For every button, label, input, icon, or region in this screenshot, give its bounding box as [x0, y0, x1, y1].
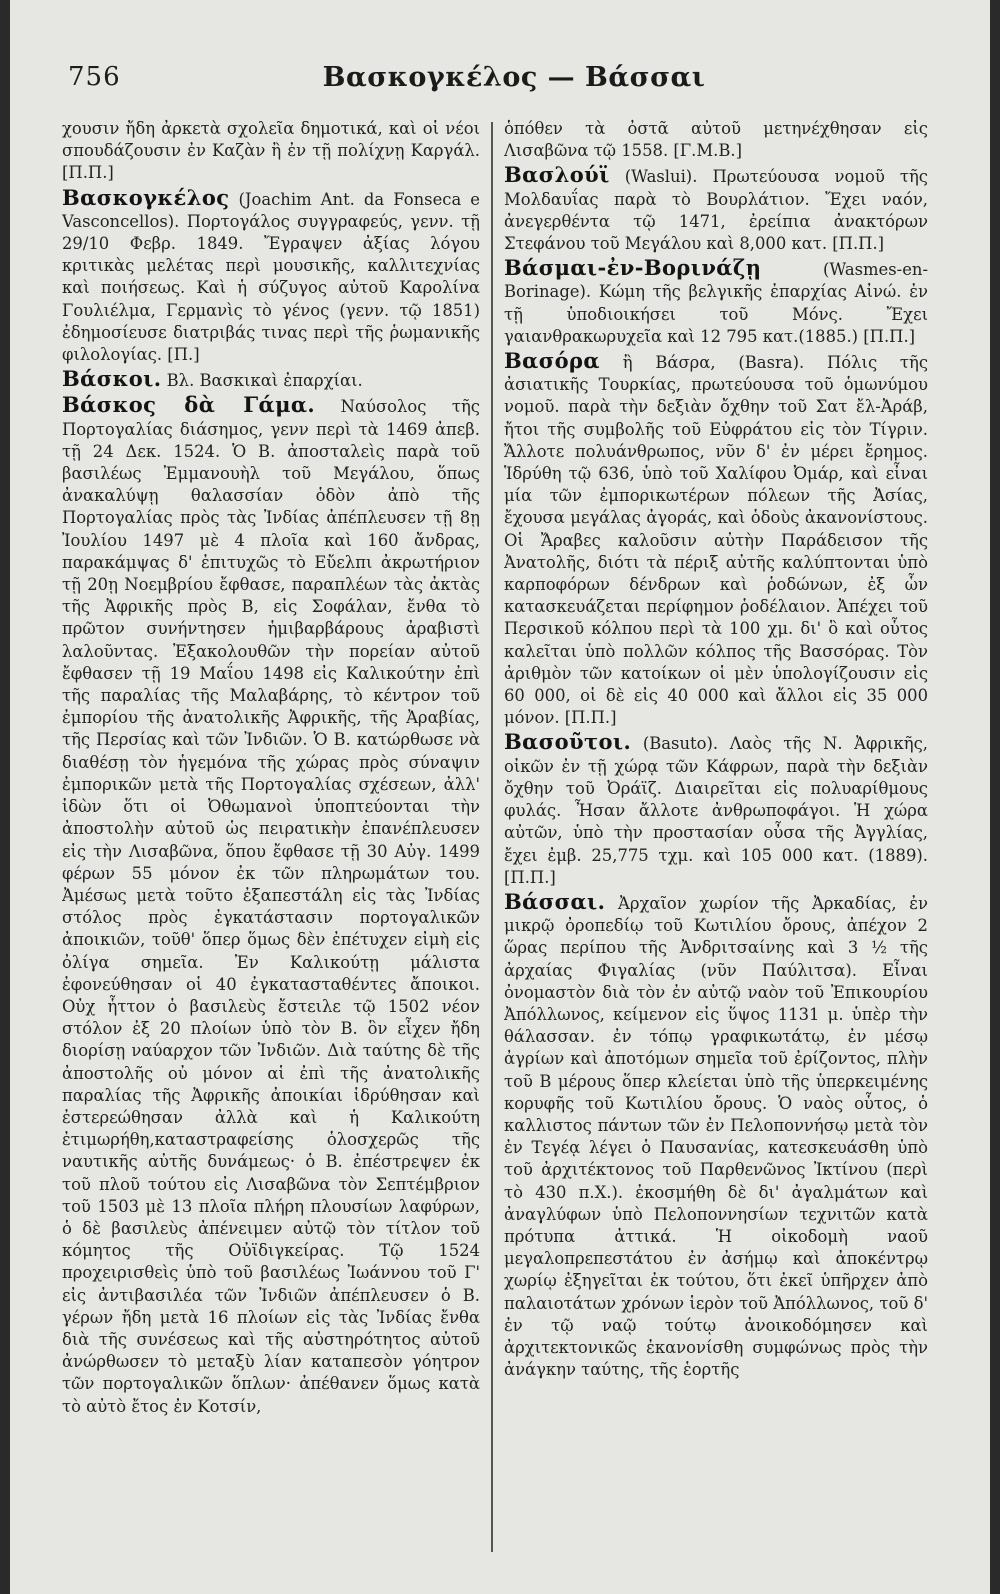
entry-text: χουσιν ἤδη ἀρκετὰ σχολεῖα δημοτικά, καὶ οἱ νέοι σπουδάζουσιν ἐν Καζὰν ἢ ἐν τῇ πολίχνῃ Καργάλ. [Π.Π.]	[62, 119, 480, 183]
entry-text: (Wasmes-en-Borinage). Κώμη τῆς βελγικῆς ἐπαρχίας Αἰνώ. ἐν τῇ ὑποδιοικήσει τοῦ Μόνς. Ἔχει γαιανθρακωρυχεῖα καὶ 12 795 κατ.(1885.) [Π.Π.]	[504, 260, 928, 346]
entry-headword: Βάσμαι-ἐν-Βορινάζῃ	[504, 255, 762, 281]
entry-text: (Basuto). Λαὸς τῆς Ν. Ἀφρικῆς, οἰκῶν ἐν τῇ χώρᾳ τῶν Κάφρων, παρὰ τὴν δεξιὰν ὄχθην τοῦ Ὀράϊζ. Διαιρεῖται εἰς πολυαρίθμους φυλάς. Ἦσαν ἄλλοτε ἀνθρωποφάγοι. Ἡ χώρα αὐτῶν, ὑπὸ τὴν προστασίαν οὖσα τῆς Ἀγγλίας, ἔχει ἐμβ. 25,775 τχμ. καὶ 105 000 κατ. (1889). [Π.Π.]	[504, 734, 928, 887]
running-head: Βασκογκέλος — Βάσσαι	[322, 62, 706, 93]
entry	[504, 350, 928, 729]
entry-text: (Waslui). Πρωτεύουσα νομοῦ τῆς Μολδαυΐας παρὰ τὸ Βουρλάτιον. Ἔχει ναόν, ἀνεγερθέντα τῷ 1471, ἐρείπια ἀνακτόρων Στεφάνου τοῦ Μεγάλου καὶ 8,000 κατ. [Π.Π.]	[504, 167, 928, 254]
entry-headword: Βασλούϊ	[504, 162, 610, 188]
entry	[504, 257, 928, 348]
page-header	[68, 62, 960, 102]
entry-text: Ναύσολος τῆς Πορτογαλίας διάσημος, γενν περὶ τὰ 1469 ἀπεβ. τῇ 24 Δεκ. 1524. Ὁ Β. ἀποσταλεὶς παρὰ τοῦ βασιλέως Ἐμμανουὴλ τοῦ Μεγάλου, ὅπως ἀνακαλύψῃ θαλασσίαν ὁδὸν ἀπὸ τῆς Πορτογαλίας πρὸς τὰς Ἰνδίας ἀπέπλευσεν τῇ 8ῃ Ἰουλίου 1497 μὲ 4 πλοῖα καὶ 160 ἄνδρας, παρακάμψας δ' ἐπιτυχῶς τὸ Εὔελπι ἀκρωτήριον τῇ 20ῃ Νοεμβρίου ἔφθασε, παραπλέων τὰς ἀκτὰς τῆς Ἀφρικῆς πρὸς Β, εἰς Σοφάλαν, ἔνθα τὸ πρῶτον συνήντησεν ἡμιβαρβάρους ἀραβιστὶ λαλοῦντας. Ἐξακολουθῶν τὴν πορείαν αὐτοῦ ἔφθασεν τῇ 19 Μαΐου 1498 εἰς Καλικούτην ἐπὶ τῆς παραλίας τῆς Μαλαβάρης, τὸ κέντρον τοῦ ἐμπορίου τῆς ἀνατολικῆς Ἀφρικῆς, τῆς Ἀραβίας, τῆς Περσίας καὶ τῶν Ἰνδιῶν. Ὁ Β. κατώρθωσε νὰ διαθέσῃ τὸν ἡγεμόνα τῆς χώρας πρὸς σύναψιν ἐμπορικῶν μετὰ τῆς Πορτογαλίας σχέσεων, ἀλλ' ἰδὼν ὅτι οἱ Ὀθωμανοὶ ὑποπτεύονται τὴν ἀποστολὴν αὐτοῦ ὡς πειρατικὴν ἐπανέπλευσεν εἰς τὴν Λισαβῶνα, ὅπου ἔφθασε τῇ 30 Αὐγ. 1499 φέρων 55 μόνον ἐκ τῶν πληρωμάτων του. Ἀμέσως μετὰ τοῦτο ἐξαπεστάλη εἰς τὰς Ἰνδίας στόλος πρὸς ἐγκατάστασιν πορτογαλικῶν ἀποικιῶν, τοῦθ' ὅπερ ὅμως δὲν ἐπέτυχεν εἰμὴ εἰς ὀλίγα σημεῖα. Ἐν Καλικούτῃ μάλιστα ἐφονεύθησαν οἱ 40 ἐγκατασταθέντες ἄποικοι. Οὐχ ἧττον ὁ βασιλεὺς ἔστειλε τῷ 1502 νέον στόλον ἐξ 20 πλοίων ὑπὸ τὸν Β. ὃν εἶχεν ἤδη διορίσῃ ναύαρχον τῶν Ἰνδιῶν. Διὰ ταύτης δὲ τῆς ἀποστολῆς οὐ μόνον αἱ ἐπὶ τῆς ἀνατολικῆς παραλίας τῆς Ἀφρικῆς ἀποικίαι ἱδρύθησαν καὶ ἐστερεώθησαν ἀλλὰ καὶ ἡ Καλικούτη ἐτιμωρήθη,καταστραφείσης ὁλοσχερῶς τῆς ναυτικῆς αὐτῆς δυνάμεως· ὁ Β. ἐπέστρεψεν ἐκ τοῦ πλοῦ τούτου εἰς Λισαβῶνα τὸν Σεπτέμβριον τοῦ 1503 μὲ 13 πλοῖα πλήρη πλουσίων λαφύρων, ὁ δὲ βασιλεὺς ἀπένειμεν αὐτῷ τὸν τίτλον τοῦ κόμητος τῆς Οὐϊδιγκείρας. Τῷ 1524 προχειρισθεὶς ὑπὸ τοῦ βασιλέως Ἰωάννου τοῦ Γ' εἰς ἀντιβασιλέα τῶν Ἰνδιῶν ἀπέπλευσεν ὁ Β. γέρων ἤδη μετὰ 16 πλοίων εἰς τὰς Ἰνδίας ἔνθα διὰ τῆς συνέσεως καὶ τῆς αὐστηρότητος αὐτοῦ ἀνώρθωσεν τὸ μεταξὺ λίαν καταπεσὸν γόητρον τῶν πορτογαλικῶν ὅπλων· ἀπέθανεν ὅμως κατὰ τὸ αὐτὸ ἔτος ἐν Κοτσίν,	[62, 397, 480, 1416]
entry	[62, 394, 480, 1417]
entry-text: Βλ. Βασκικαὶ ἐπαρχίαι.	[166, 371, 363, 391]
entry-text: (Joachim Ant. da Fonseca e Vasconcellos). Πορτογάλος συγγραφεύς, γενν. τῇ 29/10 Φεβρ. 1849. Ἔγραψεν ἀξίας λόγου κριτικὰς μελέτας περὶ μουσικῆς, καλλιτεχνίας καὶ ποιήσεως. Καὶ ἡ σύζυγος αὐτοῦ Καρολίνα Γουλιέλμα, Γερμανὶς τὸ γένος (γενν. τῷ 1851) ἐδημοσίευσε διατριβάς τινας περὶ τῆς ῥωμανικῆς φιλολογίας. [Π.]	[62, 189, 480, 365]
entry-headword: Βάσσαι.	[504, 888, 606, 914]
entry	[504, 118, 928, 162]
right-column	[504, 118, 928, 1568]
entry-text: ἢ Βάσρα, (Basra). Πόλις τῆς ἀσιατικῆς Τουρκίας, πρωτεύουσα τοῦ ὁμωνύμου νομοῦ. παρὰ τὴν δεξιὰν ὄχθην τοῦ Σατ ἔλ-Ἀράβ, ἤτοι τῆς συμβολῆς τοῦ Εὐφράτου εἰς τὸν Τίγριν. Ἄλλοτε πολυάνθρωπος, νῦν δ' ἐν μέρει ἔρημος. Ἱδρύθη τῷ 636, ὑπὸ τοῦ Χαλίφου Ὀμάρ, καὶ εἶναι μία τῶν ἐμπορικωτέρων πόλεων τῆς Ἀσίας, ἔχουσα μεγάλας ἀγοράς, καὶ ὁδοὺς ἀκανονίστους. Οἱ Ἄραβες καλοῦσιν αὐτὴν Παράδεισον τῆς Ἀνατολῆς, διότι τὰ πέριξ αὐτῆς καλύπτονται ὑπὸ καρποφόρων δένδρων καὶ ῥοδώνων, ἐξ ὧν κατασκευάζεται περίφημον ῥοδέλαιον. Ἀπέχει τοῦ Περσικοῦ κόλπου περὶ τὰ 100 χμ. δι' ὃ καὶ οὗτος καλεῖται ὑπὸ πολλῶν κόλπος τῆς Βασσόρας. Τὸν ἀριθμὸν τῶν κατοίκων οἱ μὲν ὑπολογίζουσιν εἰς 60 000, οἱ δὲ εἰς 40 000 καὶ ἄλλοι εἰς 35 000 μόνον. [Π.Π.]	[504, 353, 928, 728]
left-column	[62, 118, 480, 1568]
entry-headword: Βάσκοι.	[62, 366, 162, 392]
entry	[62, 184, 480, 367]
entry	[504, 731, 928, 888]
page-number: 756	[68, 62, 121, 92]
entry	[62, 118, 480, 185]
entry	[504, 888, 928, 1381]
entry	[504, 164, 928, 255]
entry-headword: Βασόρα	[504, 348, 600, 374]
entry-text: Ἀρχαῖον χωρίον τῆς Ἀρκαδίας, ἐν μικρῷ ὀροπεδίῳ τοῦ Κωτιλίου ὄρους, ἀπέχον 2 ὥρας περίπου τῆς Ἀνδριτσαίνης καὶ 3 ½ τῆς ἀρχαίας Φιγαλίας (νῦν Παύλιτσα). Εἶναι ὀνομαστὸν διὰ τὸν ἐν αὐτῷ ναὸν τοῦ Ἐπικουρίου Ἀπόλλωνος, κείμενον εἰς ὕψος 1131 μ. ὑπὲρ τὴν θάλασσαν. ἐν τόπῳ γραφικωτάτῳ, ἐν μέσῳ ἀγρίων καὶ ἀποτόμων σημεῖα τοῦ ἐρίζοντος, πλὴν τοῦ Β μέρους ὅπερ κλείεται ὑπὸ τῆς ὑπερκειμένης κορυφῆς τοῦ Κωτιλίου ὄρους. Ὁ ναὸς οὗτος, ὁ καλλιστος πάντων τῶν ἐν Πελοποννήσῳ μετὰ τὸν ἐν Τεγέᾳ λέγει ὁ Παυσανίας, κατεσκευάσθη ὑπὸ τοῦ ἀρχιτέκτονος τοῦ Παρθενῶνος Ἰκτίνου (περὶ τὸ 430 π.Χ.). ἐκοσμήθη δὲ δι' ἀγαλμάτων καὶ ἀναγλύφων ὑπὸ Πελοποννησίων τεχνιτῶν κατὰ πρότυπα ἀττικά. Ἡ οἰκοδομὴ ναοῦ μεγαλοπρεπεστάτου ἐν ἀσήμῳ καὶ ἀποκέντρῳ χωρίῳ ἐξηγεῖται ἐκ τούτου, ὅτι ἐκεῖ ὑπῆρχεν ἀπὸ παλαιοτάτων χρόνων ἱερὸν τοῦ Ἀπόλλωνος, τοῦ δ' ἐν τῷ ναῷ τούτῳ ἀνοικοδόμησεν καὶ ἀρχιτεκτονικῶς ἐκανονίσθη συμφώνως πρὸς τὴν ἀνάγκην ταύτης, τῆς ἑορτῆς	[504, 893, 928, 1380]
entry	[62, 368, 480, 392]
encyclopedia-page	[10, 0, 990, 1594]
entry-headword: Βάσκος δὰ Γάμα.	[62, 392, 316, 418]
entry-headword: Βασκογκέλος	[62, 184, 230, 210]
column-divider	[491, 122, 493, 1552]
entry-headword: Βασοῦτοι.	[504, 729, 632, 755]
entry-text: ὁπόθεν τὰ ὀστᾶ αὐτοῦ μετηνέχθησαν εἰς Λισαβῶνα τῷ 1558. [Γ.Μ.Β.]	[504, 119, 928, 161]
